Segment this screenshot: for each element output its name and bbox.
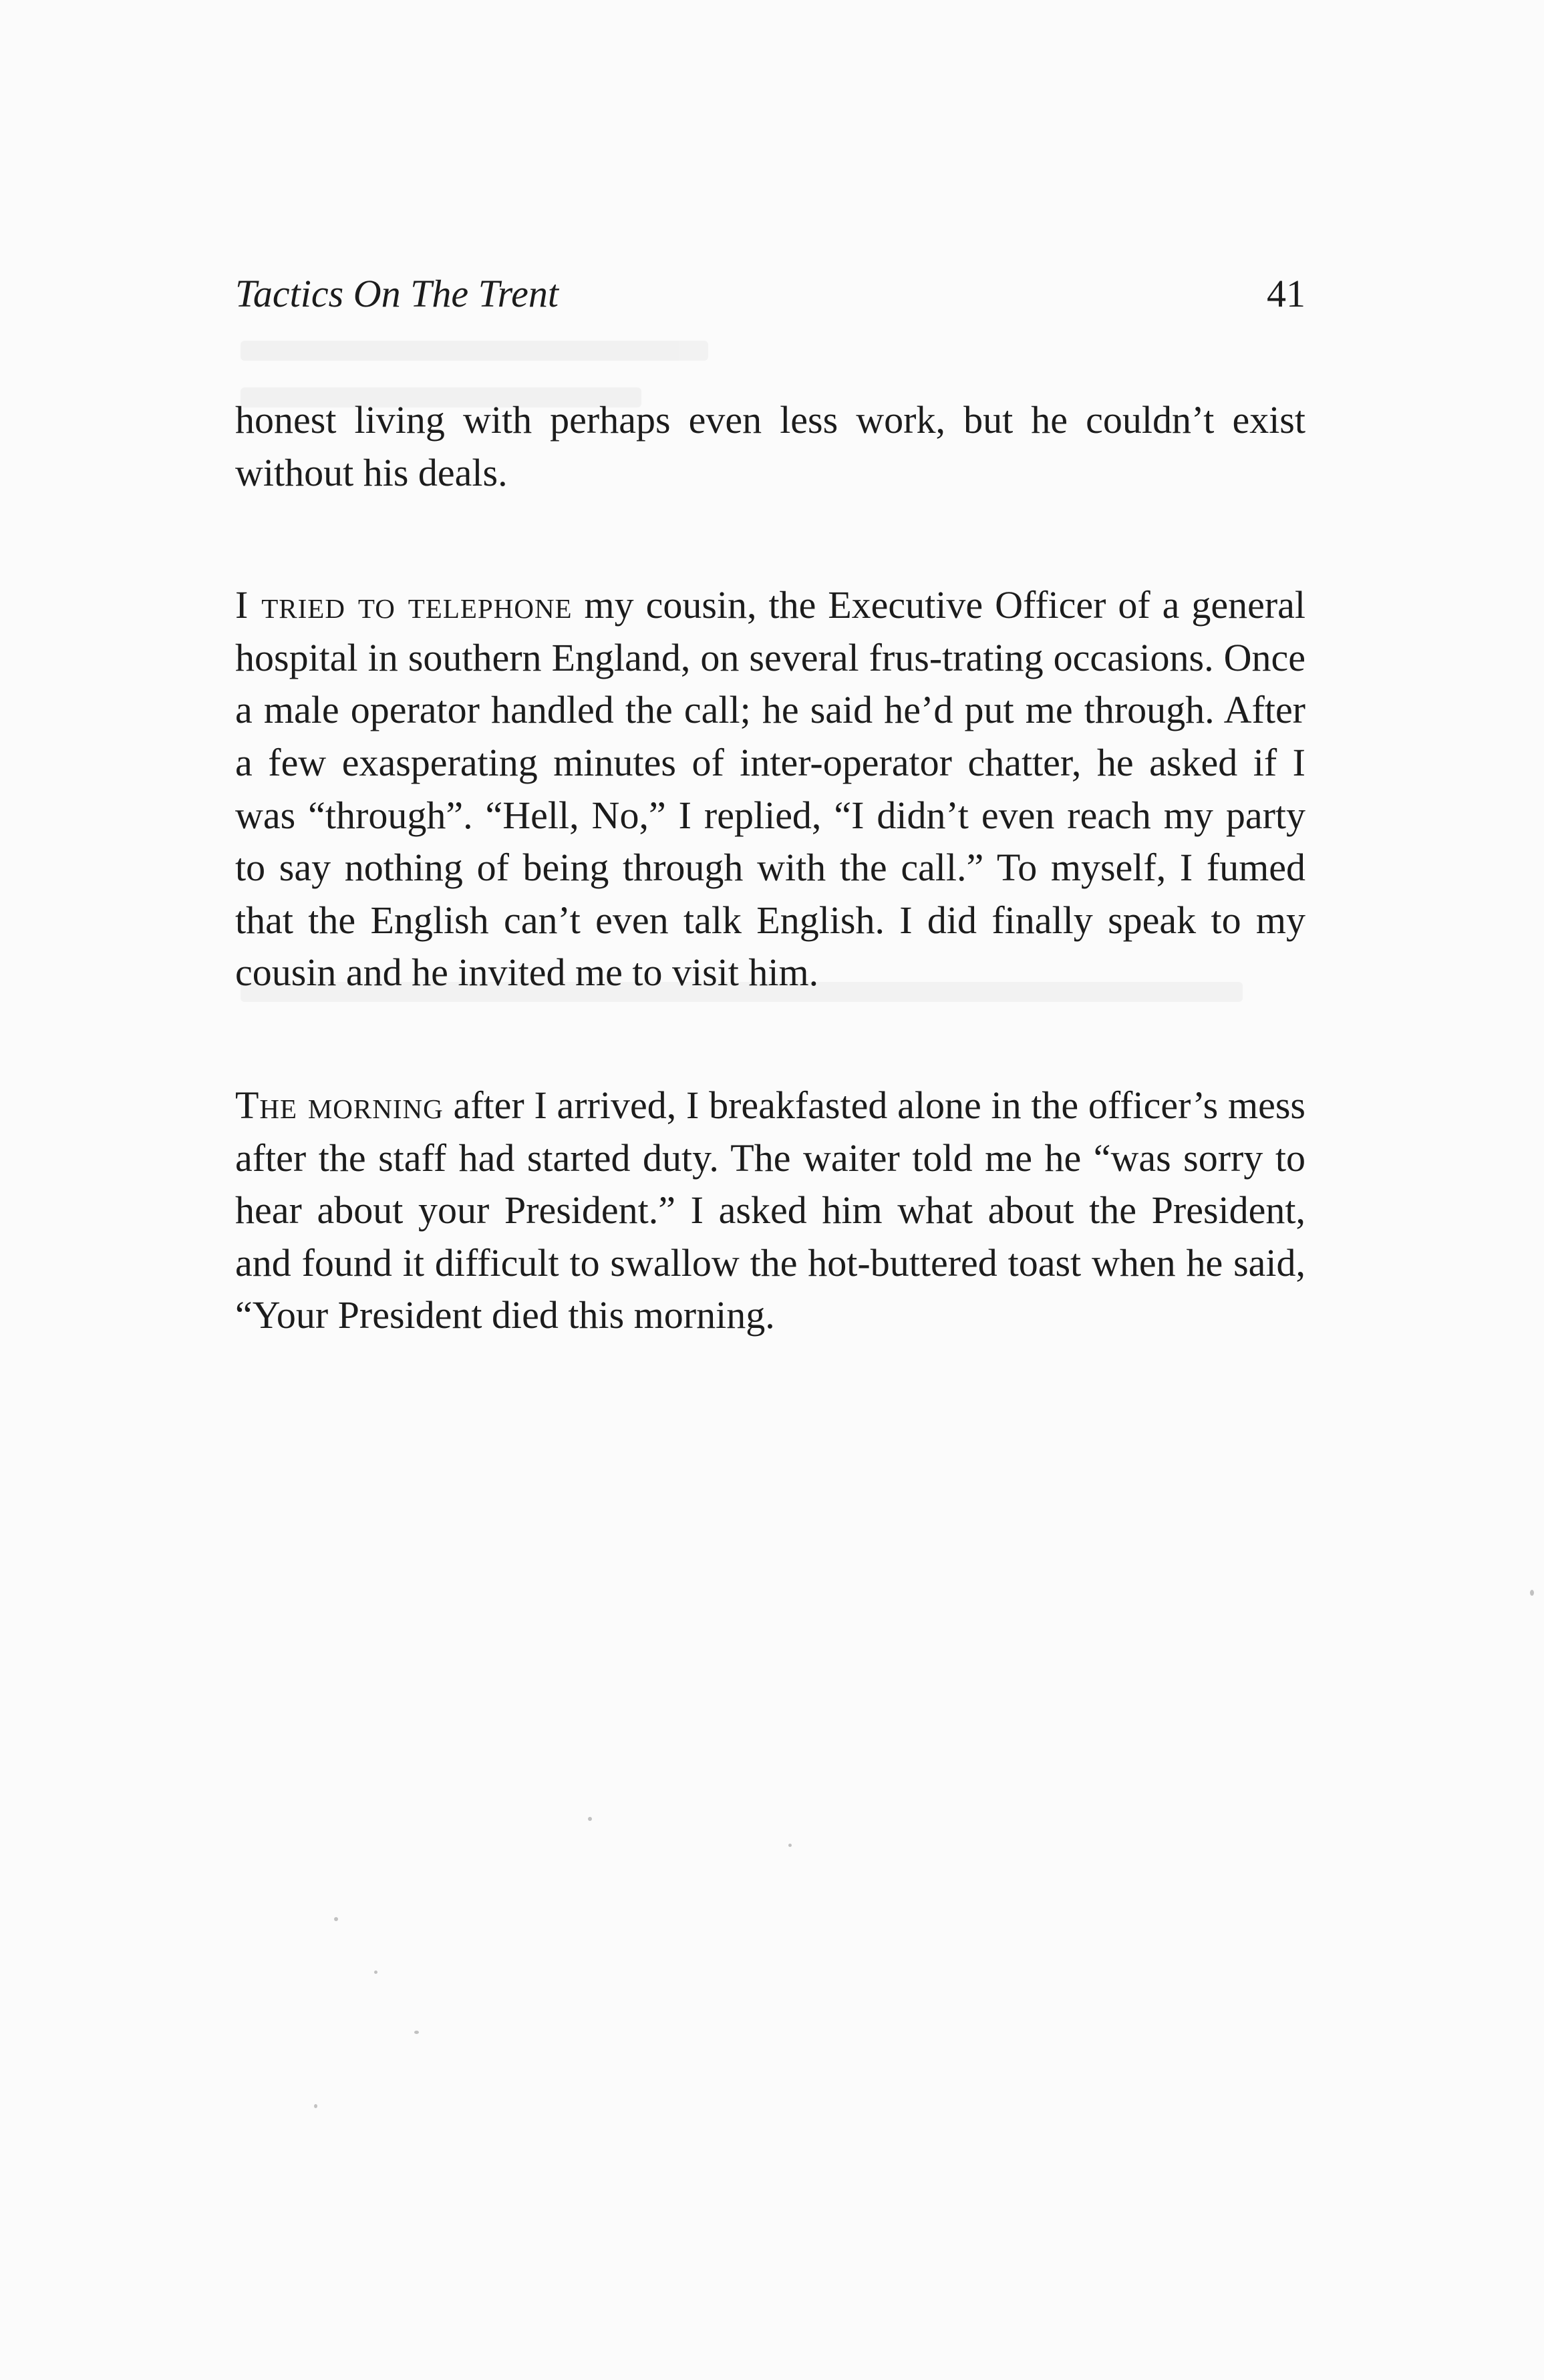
print-speck — [788, 1844, 792, 1847]
print-speck — [314, 2104, 317, 2108]
paragraph-lead: I tried to telephone — [235, 583, 573, 627]
paragraph-continuation — [235, 394, 1305, 499]
running-title: Tactics On The Trent — [235, 272, 559, 315]
print-speck — [414, 2031, 419, 2034]
paragraph-telephone — [235, 579, 1305, 999]
paragraph-text: honest living with perhaps even less work, but he couldn’t exist without his deals. — [235, 398, 1305, 494]
print-speck — [1530, 1590, 1534, 1596]
print-speck — [374, 1971, 377, 1974]
paragraph-text: my cousin, the Executive Officer of a general hospital in southern England, on several frus-trating occasions. Once a male operator handled the call; he said he’d put me through. After a few exasperating minutes of inter-operator chatter, he asked if I was “through”. “Hell, No,” I replied, “I didn’t even reach my party to say nothing of being through with the call.” To myself, I fumed that the English can’t even talk English. I did finally speak to my cousin and he invited me to visit him. — [235, 583, 1305, 995]
paragraph-lead: The morning — [235, 1083, 444, 1127]
print-speck — [334, 1917, 338, 1921]
paragraph-morning — [235, 1079, 1305, 1342]
body-text — [235, 394, 1305, 1342]
page-number: 41 — [1267, 272, 1305, 315]
print-speck — [588, 1817, 592, 1821]
paragraph-text: after I arrived, I breakfasted alone in the officer’s mess after the staff had started duty. The waiter told me he “was sorry to hear about your President.” I asked him what about the President, and found it difficult to swallow the hot-buttered toast when he said, “Your President died this morning. — [235, 1083, 1306, 1337]
running-head — [235, 264, 1305, 324]
